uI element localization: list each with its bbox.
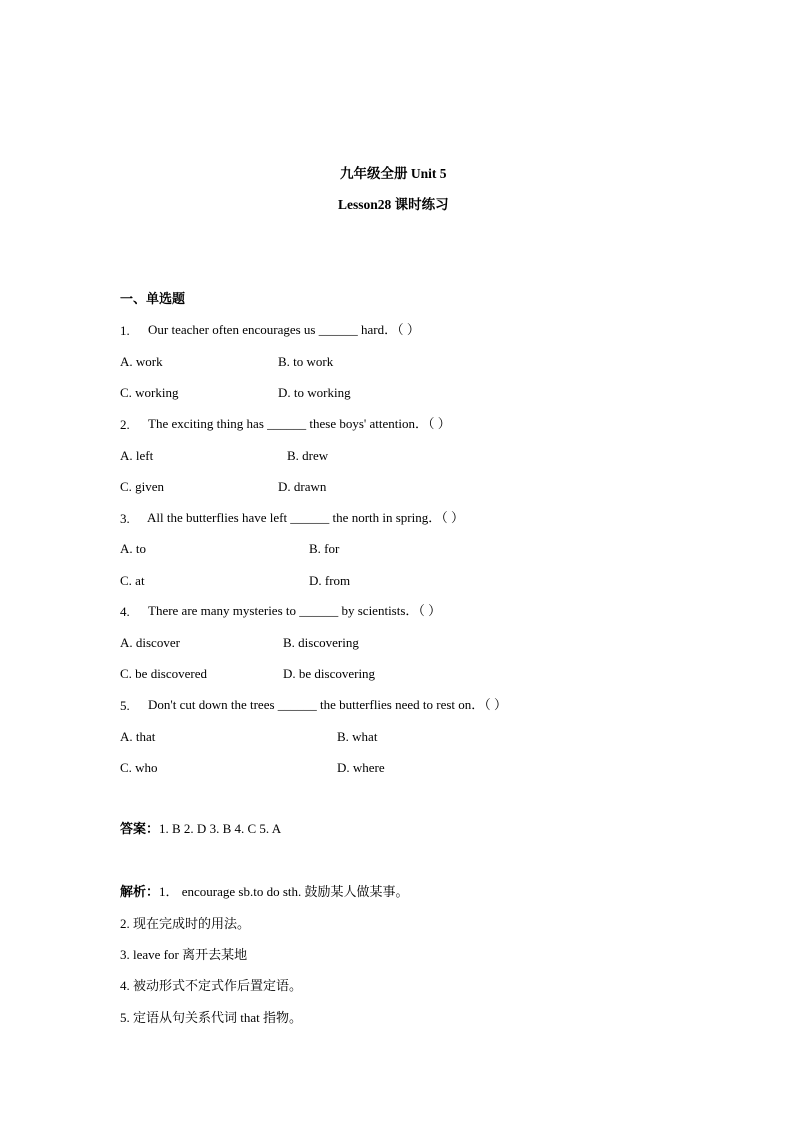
answer-label: 答案： — [120, 821, 160, 836]
question-number: 5. — [120, 698, 130, 713]
explanation-line: 4. 被动形式不定式作后置定语。 — [120, 978, 303, 993]
question-number: 1. — [120, 323, 130, 338]
question-stem: Don't cut down the trees ______ the butterflies need to rest on．（ ） — [148, 697, 508, 712]
answer-text: 1. B 2. D 3. B 4. C 5. A — [159, 821, 282, 836]
explanation-line: 1． encourage sb.to do sth. 鼓励某人做某事。 — [159, 884, 409, 899]
question-number: 3. — [120, 511, 130, 526]
option-b: B. discovering — [283, 635, 359, 650]
option-a: A. work — [120, 354, 163, 369]
option-c: C. working — [120, 385, 179, 400]
option-a: A. that — [120, 729, 156, 744]
answer-key — [120, 821, 281, 837]
explanation-label: 解析： — [120, 884, 160, 899]
question-number: 4. — [120, 604, 130, 619]
question-stem: Our teacher often encourages us ______ hard．（ ） — [148, 322, 420, 337]
option-d: D. be discovering — [283, 666, 376, 681]
option-c: C. given — [120, 479, 165, 494]
option-a: A. left — [120, 448, 154, 463]
explanation-line: 3. leave for 离开去某地 — [120, 947, 248, 962]
option-a: A. discover — [120, 635, 180, 650]
option-b: B. for — [309, 541, 340, 556]
option-d: D. to working — [278, 385, 351, 400]
section-heading: 一、单选题 — [120, 291, 186, 306]
explanation-line: 2. 现在完成时的用法。 — [120, 916, 251, 931]
option-b: B. what — [337, 729, 378, 744]
option-c: C. be discovered — [120, 666, 208, 681]
option-d: D. where — [337, 760, 385, 775]
document-subtitle: Lesson28 课时练习 — [338, 197, 449, 212]
option-b: B. to work — [278, 354, 334, 369]
question-stem: There are many mysteries to ______ by scientists．（ ） — [148, 603, 442, 618]
option-d: D. drawn — [278, 479, 327, 494]
option-d: D. from — [309, 573, 351, 588]
question-number: 2. — [120, 417, 130, 432]
option-b: B. drew — [287, 448, 329, 463]
explanation-first — [120, 884, 409, 900]
question-stem: All the butterflies have left ______ the north in spring．（ ） — [147, 510, 464, 525]
option-c: C. who — [120, 760, 158, 775]
option-a: A. to — [120, 541, 146, 556]
question-stem: The exciting thing has ______ these boys' attention．（ ） — [148, 416, 451, 431]
option-c: C. at — [120, 573, 145, 588]
document-title: 九年级全册 Unit 5 — [340, 166, 447, 181]
explanation-line: 5. 定语从句关系代词 that 指物。 — [120, 1010, 302, 1025]
